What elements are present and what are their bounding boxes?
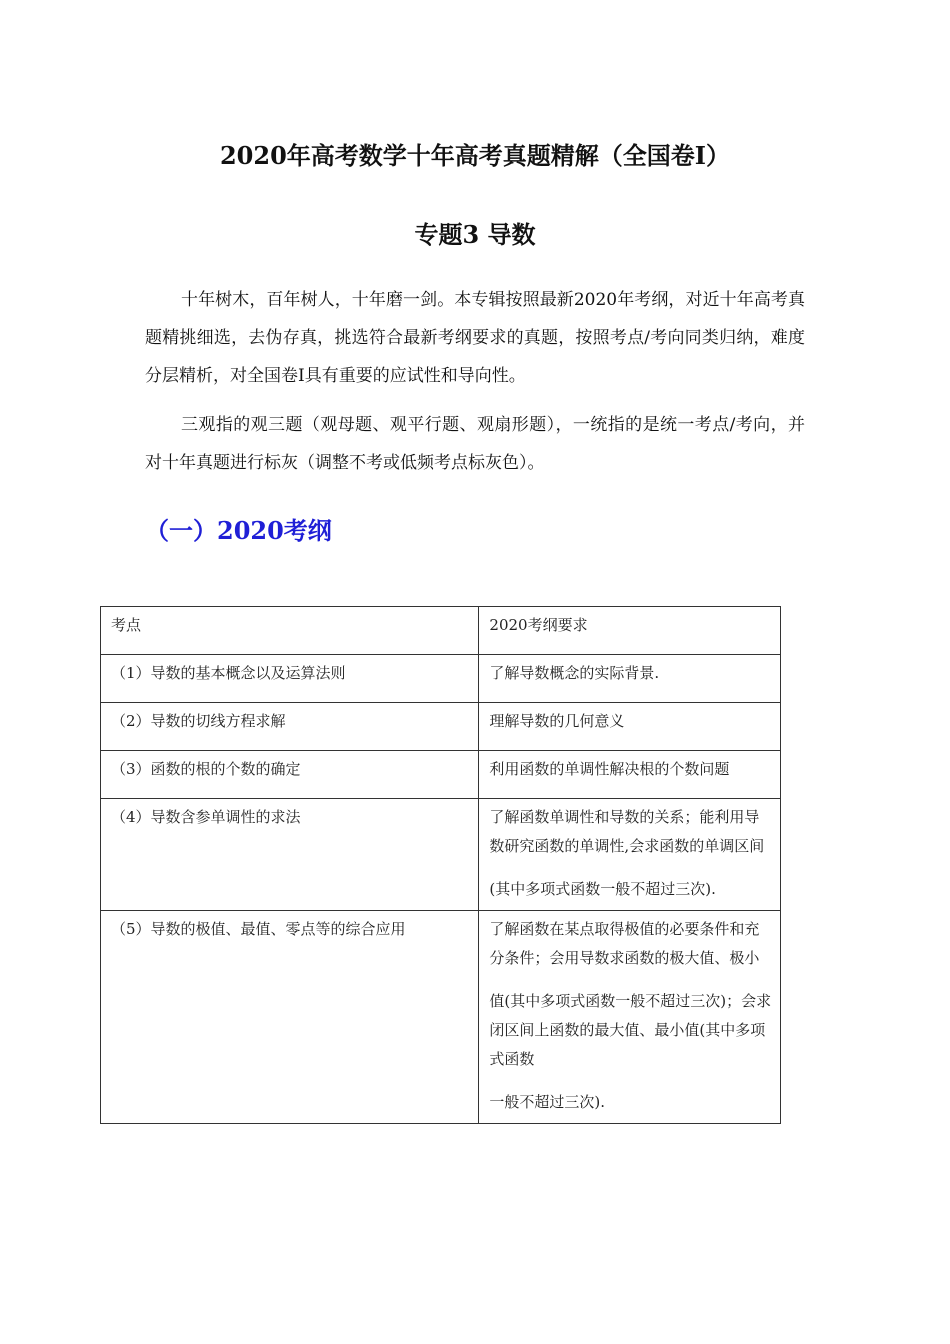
requirement-text: 理解导数的几何意义 — [489, 712, 625, 730]
syllabus-table — [100, 606, 781, 1124]
requirement-text: 利用函数的单调性解决根的个数问题 — [489, 760, 730, 778]
header-topic: 考点 — [101, 607, 479, 655]
requirement-cell — [479, 703, 781, 751]
requirement-note: 一般不超过三次). — [489, 1093, 606, 1111]
requirement-cell — [479, 655, 781, 703]
table-header-row — [101, 607, 781, 655]
requirement-text: 值(其中多项式函数一般不超过三次)；会求闭区间上函数的最大值、最小值(其中多项式函数 — [489, 992, 772, 1068]
requirement-note: (其中多项式函数一般不超过三次). — [489, 880, 716, 898]
table-row — [101, 799, 781, 911]
topic-cell: （2）导数的切线方程求解 — [101, 703, 479, 751]
method-paragraph: 三观指的观三题（观母题、观平行题、观扇形题），一统指的是统一考点/考向，并对十年真题进行标灰（调整不考或低频考点标灰色）。 — [145, 415, 805, 473]
topic-cell: （5）导数的极值、最值、零点等的综合应用 — [101, 911, 479, 1124]
requirement-cell — [479, 799, 781, 911]
intro-paragraph: 十年树木，百年树人，十年磨一剑。本专辑按照最新2020年考纲，对近十年高考真题精挑细选，去伪存真，挑选符合最新考纲要求的真题，按照考点/考向同类归纳，难度分层精析，对全国卷Ⅰ具有重要的应试性和导向性。 — [145, 290, 805, 386]
document-title: 2020年高考数学十年高考真题精解（全国卷I） — [219, 141, 731, 170]
topic-cell: （4）导数含参单调性的求法 — [101, 799, 479, 911]
requirement-text: 了解函数在某点取得极值的必要条件和充分条件；会用导数求函数的极大值、极小 — [489, 920, 760, 967]
topic-cell: （3）函数的根的个数的确定 — [101, 751, 479, 799]
table-row — [101, 655, 781, 703]
requirement-cell — [479, 751, 781, 799]
document-subtitle: 专题3 导数 — [414, 220, 536, 249]
topic-cell: （1）导数的基本概念以及运算法则 — [101, 655, 479, 703]
table-row — [101, 751, 781, 799]
requirement-text: 了解函数单调性和导数的关系；能利用导数研究函数的单调性,会求函数的单调区间 — [489, 808, 765, 855]
table-row — [101, 911, 781, 1124]
requirement-cell — [479, 911, 781, 1124]
requirement-text: 了解导数概念的实际背景. — [489, 664, 660, 682]
table-row — [101, 703, 781, 751]
header-requirement: 2020考纲要求 — [479, 607, 781, 655]
section-heading: （一）2020考纲 — [145, 516, 332, 545]
